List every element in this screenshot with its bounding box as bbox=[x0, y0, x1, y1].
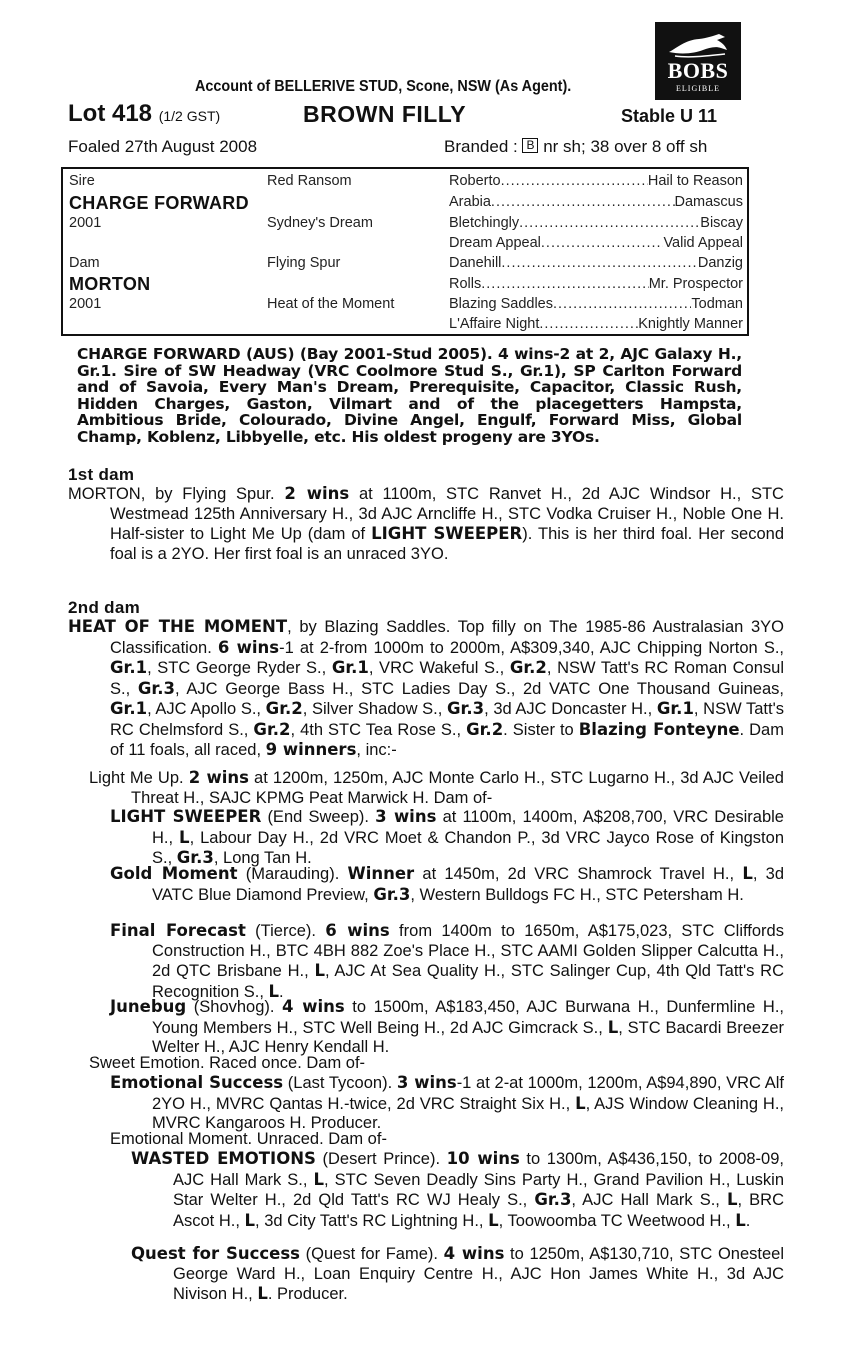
dam-name: MORTON bbox=[69, 274, 151, 294]
logo-subtitle: ELIGIBLE bbox=[676, 84, 720, 93]
vendor-account: Account of BELLERIVE STUD, Scone, NSW (As Agent). bbox=[195, 78, 572, 95]
first-dam-paragraph: MORTON, by Flying Spur. 2 wins at 1100m, STC Ranvet H., 2d AJC Windsor H., STC Westmead 125th Anniversary H., 3d AJC Arncliffe H., STC Vodka Cruiser H., Noble One H. Half-sister to Light Me Up (dam of LIGHT SWEEPER). This is her third foal. Her second foal is a 2YO. Her first foal is an unraced 3YO. bbox=[68, 484, 784, 563]
horse-description: BROWN FILLY bbox=[303, 101, 467, 127]
branded-info bbox=[444, 137, 707, 157]
stable-number: Stable U 11 bbox=[621, 106, 718, 126]
lot-label: Lot 418 bbox=[68, 100, 153, 127]
dam-year: 2001 bbox=[69, 296, 102, 312]
first-dam-heading: 1st dam bbox=[68, 465, 135, 484]
bobs-logo bbox=[655, 22, 741, 100]
foaled-date: Foaled 27th August 2008 bbox=[68, 137, 258, 156]
ancestor-row: Blazing Saddles ..... Todman bbox=[449, 296, 743, 312]
branded-detail: nr sh; 38 over 8 off sh bbox=[543, 137, 708, 156]
dam-label: Dam bbox=[69, 255, 100, 271]
sire-sire: Red Ransom bbox=[267, 173, 352, 189]
ancestor-row: Danehill ..... Danzig bbox=[449, 255, 743, 271]
sire-name: CHARGE FORWARD bbox=[69, 193, 249, 213]
produce-record: Final Forecast (Tierce). 6 wins from 1400m to 1650m, A$175,023, STC Cliffords Construction H., BTC 4BH 882 Zoe's Place H., STC AAMI Golden Slipper Calcutta H., 2d QTC Brisbane H., L, AJC At Sea Quality H., STC Salinger Cup, 4th Qld Tatt's RC Recognition S., L. bbox=[110, 921, 784, 1001]
lot-number bbox=[68, 100, 220, 128]
produce-record: LIGHT SWEEPER (End Sweep). 3 wins at 1100m, 1400m, A$208,700, VRC Desirable H., L, Labour Day H., 2d VRC Moet & Chandon P., 3d VRC Jayco Rose of Kingston S., Gr.3, Long Tan H. bbox=[110, 807, 784, 867]
dam-dam: Heat of the Moment bbox=[267, 296, 395, 312]
second-dam-heading: 2nd dam bbox=[68, 598, 141, 617]
produce-record: Emotional Success (Last Tycoon). 3 wins-1 at 2-at 1000m, 1200m, A$94,890, VRC Alf 2YO H., MVRC Qantas H.-twice, 2d VRC Straight Six H., L, AJS Window Cleaning H., MVRC Kangaroos H. Producer. bbox=[110, 1073, 785, 1132]
ancestor-row: Rolls ..... Mr. Prospector bbox=[449, 276, 743, 292]
sire-label: Sire bbox=[69, 173, 95, 189]
sire-dam: Sydney's Dream bbox=[267, 215, 373, 231]
ancestor-row: Arabia ..... Damascus bbox=[449, 194, 743, 210]
sire-summary: CHARGE FORWARD (AUS) (Bay 2001-Stud 2005). 4 wins-2 at 2, AJC Galaxy H., Gr.1. Sire of SW Headway (VRC Coolmore Stud S., Gr.1), SP Carlton Forward and of Savoia, Every Man's Dream, Prerequisite, Capacitor, Classic Rush, Hidden Charges, Gaston, Vilmart and of the placegetters Hampsta, Ambitious Bride, Colourado, Divine Angel, Engulf, Forward Miss, Global Champ, Koblenz, Libbyelle, etc. His oldest progeny are 3YOs. bbox=[77, 345, 742, 446]
second-dam-paragraph: HEAT OF THE MOMENT, by Blazing Saddles. Top filly on The 1985-86 Australasian 3YO Classification. 6 wins-1 at 2-from 1000m to 2000m, A$309,340, AJC Chipping Norton S., Gr.1, STC George Ryder S., Gr.1, VRC Wakeful S., Gr.2, NSW Tatt's RC Roman Consul S., Gr.3, AJC George Bass H., STC Ladies Day S., 2d VATC One Thousand Guineas, Gr.1, AJC Apollo S., Gr.2, Silver Shadow S., Gr.3, 3d AJC Doncaster H., Gr.1, NSW Tatt's RC Chelmsford S., Gr.2, 4th STC Tea Rose S., Gr.2. Sister to Blazing Fonteyne. Dam of 11 foals, all raced, 9 winners, inc:- bbox=[68, 617, 785, 759]
pedigree-table bbox=[61, 167, 749, 336]
brand-mark: B bbox=[522, 138, 538, 153]
produce-record: Sweet Emotion. Raced once. Dam of- bbox=[89, 1054, 366, 1072]
branded-label: Branded : bbox=[444, 137, 518, 156]
sire-year: 2001 bbox=[69, 215, 102, 231]
produce-record: WASTED EMOTIONS (Desert Prince). 10 wins to 1300m, A$436,150, to 2008-09, AJC Hall Mark S., L, STC Seven Deadly Sins Party H., Grand Pavilion H., Luskin Star Welter H., 2d Qld Tatt's RC WJ Healy S., Gr.3, AJC Hall Mark S., L, BRC Ascot H., L, 3d City Tatt's RC Lightning H., L, Toowoomba TC Weetwood H., L. bbox=[131, 1149, 784, 1230]
produce-record: Quest for Success (Quest for Fame). 4 wins to 1250m, A$130,710, STC Onesteel George Ward H., Loan Enquiry Centre H., AJC Hon James White H., 3d AJC Nivison H., L. Producer. bbox=[131, 1244, 784, 1303]
logo-title: BOBS bbox=[667, 58, 729, 83]
produce-record: Light Me Up. 2 wins at 1200m, 1250m, AJC Monte Carlo H., STC Lugarno H., 3d AJC Veiled Threat H., SAJC KPMG Peat Marwick H. Dam of- bbox=[89, 768, 784, 807]
produce-record: Junebug (Shovhog). 4 wins to 1500m, A$183,450, AJC Burwana H., Dunfermline H., Young Members H., STC Well Being H., 2d AJC Gimcrack S., L, STC Bacardi Breezer Welter H., AJC Henry Kendall H. bbox=[110, 997, 784, 1056]
gst-note: (1/2 GST) bbox=[158, 108, 221, 124]
produce-record: Emotional Moment. Unraced. Dam of- bbox=[110, 1130, 387, 1148]
dam-sire: Flying Spur bbox=[267, 255, 341, 271]
ancestor-row: Dream Appeal ..... Valid Appeal bbox=[449, 235, 743, 251]
ancestor-row: Roberto ..... Hail to Reason bbox=[449, 173, 743, 189]
produce-record: Gold Moment (Marauding). Winner at 1450m, 2d VRC Shamrock Travel H., L, 3d VATC Blue Diamond Preview, Gr.3, Western Bulldogs FC H., STC Petersham H. bbox=[110, 864, 784, 904]
ancestor-row: Bletchingly ..... Biscay bbox=[449, 215, 743, 231]
ancestor-row: L'Affaire Night ..... Knightly Manner bbox=[449, 316, 743, 332]
